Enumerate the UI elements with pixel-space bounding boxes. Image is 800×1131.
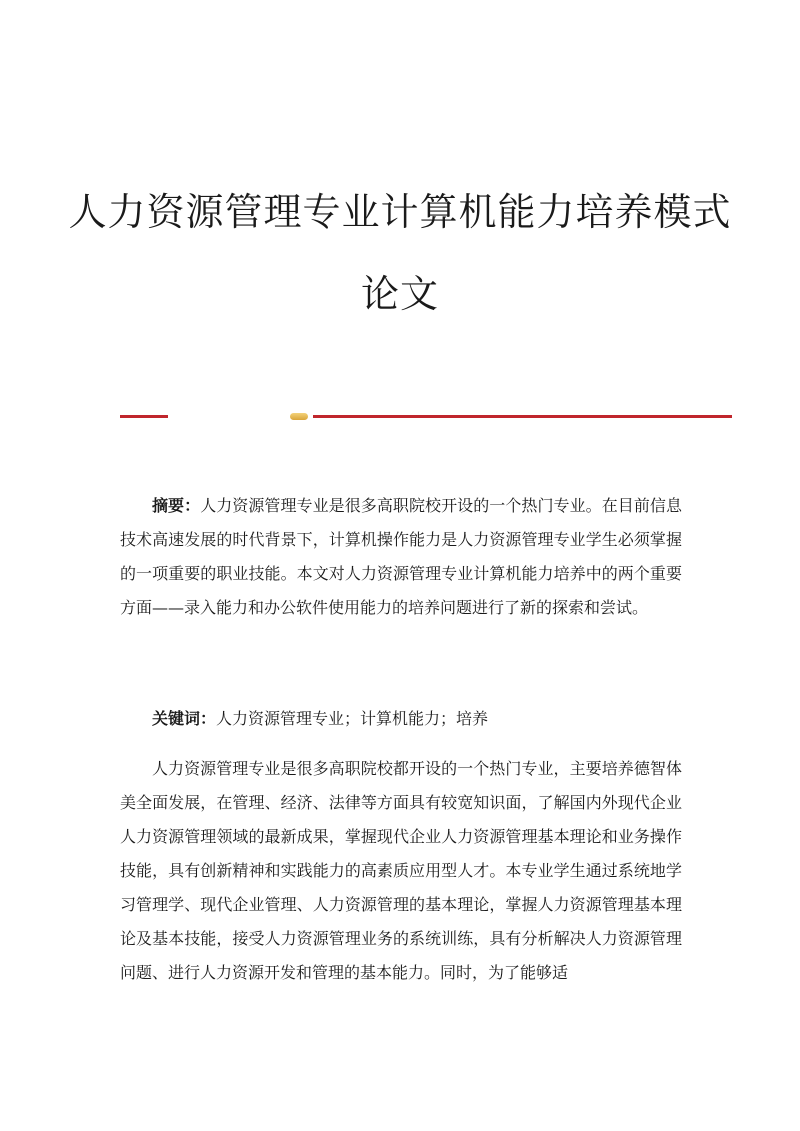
abstract-text: 人力资源管理专业是很多高职院校开设的一个热门专业。在目前信息技术高速发展的时代背景下，计算机操作能力是人力资源管理专业学生必须掌握的一项重要的职业技能。本文对人力资源管理专业计算机能力培养中的两个重要方面——录入能力和办公软件使用能力的培养问题进行了新的探索和尝试。 <box>120 496 682 617</box>
abstract-label: 摘要： <box>152 496 201 515</box>
abstract-paragraph <box>120 489 682 625</box>
keywords-label: 关键词： <box>152 709 217 728</box>
divider-line-left <box>120 415 168 418</box>
document-title-line-2: 论文 <box>360 272 439 316</box>
divider-ornament-icon <box>290 413 308 420</box>
divider-line-right <box>313 415 732 418</box>
keywords-paragraph <box>120 702 682 736</box>
intro-paragraph: 人力资源管理专业是很多高职院校都开设的一个热门专业，主要培养德智体美全面发展，在管理、经济、法律等方面具有较宽知识面，了解国内外现代企业人力资源管理领域的最新成果，掌握现代企业人力资源管理基本理论和业务操作技能，具有创新精神和实践能力的高素质应用型人才。本专业学生通过系统地学习管理学、现代企业管理、人力资源管理的基本理论，掌握人力资源管理基本理论及基本技能，接受人力资源管理业务的系统训练，具有分析解决人力资源管理问题、进行人力资源开发和管理的基本能力。同时，为了能够适 <box>120 759 682 982</box>
keywords-text: 人力资源管理专业；计算机能力；培养 <box>216 709 489 728</box>
title-divider <box>120 410 732 424</box>
document-title-line-1: 人力资源管理专业计算机能力培养模式 <box>68 190 732 234</box>
